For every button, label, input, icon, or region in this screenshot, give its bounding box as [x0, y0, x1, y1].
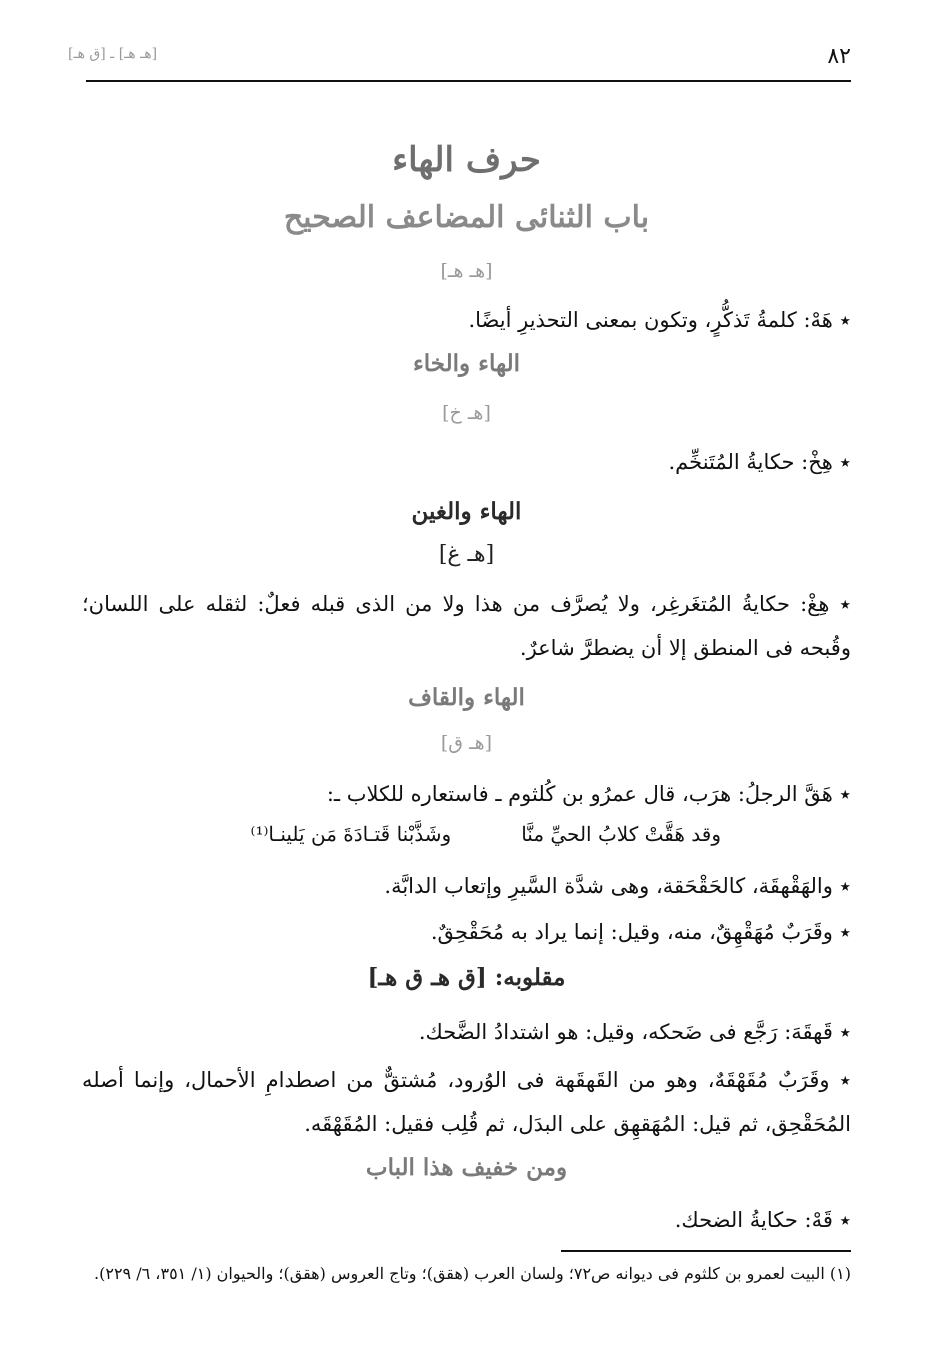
footnote-divider [561, 1250, 851, 1252]
running-root: [هـ هـ] ـ [ق هـ] [68, 46, 158, 62]
running-head [68, 40, 851, 70]
entry: ٭ وقَرَبٌ مُقَهْقَهٌ، وهو من القَهقَهة فى الوُرود، مُشتقٌّ من اصطدامِ الأحمال، وإنما أصله المُحَقْحِق، ثم قيل: المُهَقهِق على البدَل، ثم قُلِب فقيل: المُقَهْقَه. [82, 1068, 851, 1136]
entry: ٭ والهَقْهقَة، كالحَقْحَقة، وهى شدَّة السَّيرِ وإتعاب الدابَّة. [384, 874, 851, 898]
entry: ٭ وقَرَبٌ مُهَقْهِقٌ، منه، وقيل: إنما يراد به مُحَقْحِقٌ. [430, 920, 851, 944]
section-heading: الهاء والخاء [412, 350, 520, 377]
verse-second-hemistich: وشَذَّبْنا قَتـادَةَ مَن يَلينـا⁽¹⁾ [250, 822, 452, 846]
entry: ٭ هِخْ: حكايةُ المُتَنخِّم. [668, 450, 851, 474]
chapter-title: باب الثنائى المضاعف الصحيح [283, 200, 650, 235]
entry: ٭ هَقَّ الرجلُ: هرَب، قال عمرُو بن كُلثوم ـ فاستعاره للكلاب ـ: [326, 782, 851, 806]
entry: ٭ قَهقَهَ: رَجَّع فى ضَحكه، وقيل: هو اشتدادُ الضَّحك. [418, 1020, 851, 1044]
entry: ٭ قَهْ: حكايةُ الضحك. [674, 1208, 851, 1232]
footnote: (١) البيت لعمرو بن كلثوم فى ديوانه ص٧٢؛ ولسان العرب (هقق)؛ وتاج العروس (هقق)؛ والحيوان (١/ ٣٥١، ٦/ ٢٢٩). [94, 1264, 851, 1283]
page-number: ٨٢ [827, 44, 851, 69]
entry: ٭ هِغْ: حكايةُ المُتغَرغِر، ولا يُصرَّف من هذا ولا من الذى قبله فعلٌ: لثقله على اللسان؛ وقُبحه فى المنطق إلا أن يضطرَّ شاعرٌ. [82, 592, 851, 660]
section-heading: ومن خفيف هذا الباب [365, 1154, 568, 1181]
section-heading: مقلوبه: [ق هـ ق هـ] [367, 964, 566, 991]
header-divider [86, 80, 851, 82]
letter-title: حرف الهاء [392, 140, 541, 180]
entry: ٭ هَهْ: كلمةُ تَذكُّرٍ، وتكون بمعنى التحذيرِ أيضًا. [468, 308, 851, 332]
root-heading: [هـ خ] [442, 402, 491, 424]
verse-first-hemistich: وقد هَقَّتْ كلابُ الحيِّ منَّا [521, 822, 721, 846]
verse [82, 822, 851, 846]
root-heading: [هـ ق] [440, 732, 493, 754]
root-heading: [هـ هـ] [440, 260, 493, 282]
root-heading: [هـ غ] [438, 542, 495, 567]
section-heading: الهاء والقاف [408, 684, 525, 711]
section-heading: الهاء والغين [411, 498, 522, 525]
